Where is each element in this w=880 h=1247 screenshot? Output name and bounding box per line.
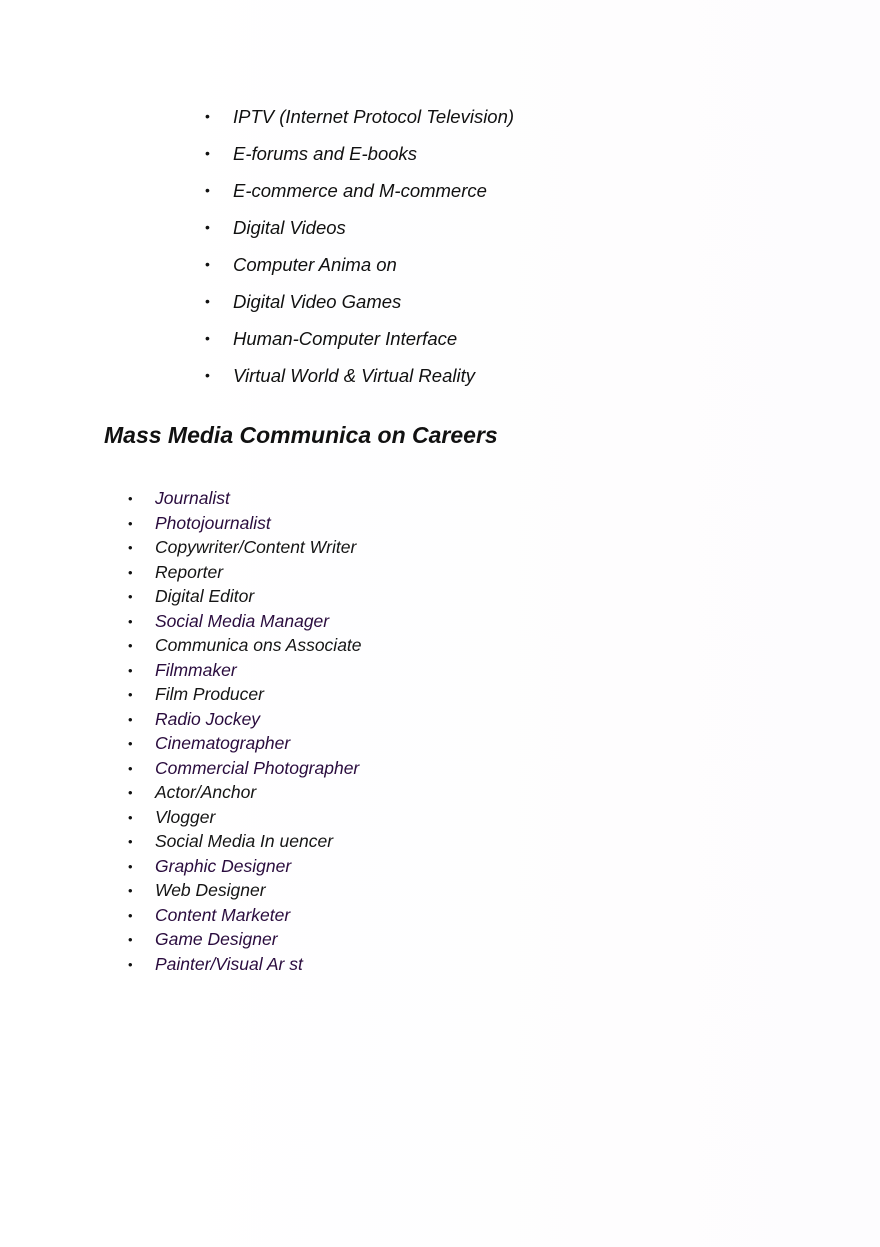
bullet-icon: •: [128, 785, 133, 800]
career-item-text[interactable]: Radio Jockey: [155, 708, 261, 729]
bullet-icon: •: [128, 760, 133, 776]
bullet-icon: •: [128, 613, 133, 629]
bullet-icon: •: [128, 834, 133, 849]
career-item-text: Web Designer: [155, 880, 266, 900]
bullet-icon: •: [128, 907, 133, 923]
list-item-text: Digital Videos: [233, 217, 346, 238]
section-heading: Mass Media Communica on Careers: [104, 422, 498, 448]
list-item-text: Virtual World & Virtual Reality: [233, 365, 475, 386]
bullet-icon: •: [128, 491, 133, 506]
bullet-icon: •: [128, 564, 133, 580]
career-item-text[interactable]: Game Designer: [155, 929, 278, 949]
career-item-text: Actor/Anchor: [155, 782, 257, 802]
list-item-text: E-commerce and M-commerce: [233, 180, 487, 201]
bullet-icon: •: [205, 108, 210, 124]
list-item-text: Computer Anima on: [233, 254, 397, 275]
bullet-icon: •: [128, 515, 133, 531]
career-item-text[interactable]: Photojournalist: [155, 512, 271, 533]
career-item-text: Digital Editor: [155, 586, 255, 606]
list-item-text: Human-Computer Interface: [233, 328, 458, 349]
bullet-icon: •: [128, 687, 133, 702]
bullet-icon: •: [128, 858, 133, 874]
bullet-icon: •: [128, 711, 133, 727]
bullet-icon: •: [128, 956, 133, 972]
bullet-icon: •: [128, 589, 133, 604]
bullet-icon: •: [128, 638, 133, 653]
bullet-icon: •: [205, 256, 210, 272]
career-item-text: Copywriter/Content Writer: [155, 537, 357, 557]
bullet-icon: •: [128, 809, 133, 825]
bullet-icon: •: [205, 330, 210, 346]
bullet-icon: •: [128, 883, 133, 898]
bullet-icon: •: [128, 932, 133, 947]
bullet-icon: •: [205, 219, 210, 235]
career-item-text[interactable]: Commercial Photographer: [155, 757, 360, 778]
career-item-text[interactable]: Cinematographer: [155, 733, 291, 753]
list-item-text: Digital Video Games: [233, 291, 402, 312]
bullet-icon: •: [128, 736, 133, 751]
career-item-text[interactable]: Content Marketer: [155, 904, 291, 925]
list-item-text: IPTV (Internet Protocol Television): [233, 106, 515, 127]
career-item-text: Film Producer: [155, 684, 264, 704]
career-item-text[interactable]: Social Media Manager: [155, 610, 330, 631]
career-item-text: Social Media In uencer: [155, 831, 334, 851]
bullet-icon: •: [128, 540, 133, 555]
bullet-icon: •: [205, 293, 210, 309]
career-item-text[interactable]: Journalist: [155, 488, 230, 508]
bullet-icon: •: [205, 367, 210, 383]
list-item-text: E-forums and E-books: [233, 143, 418, 164]
bullet-icon: •: [205, 182, 210, 198]
career-item-text: Vlogger: [155, 806, 216, 827]
career-item-text: Communica ons Associate: [155, 635, 362, 655]
career-item-text[interactable]: Filmmaker: [155, 659, 237, 680]
career-item-text[interactable]: Graphic Designer: [155, 855, 292, 876]
career-item-text: Reporter: [155, 561, 224, 582]
career-item-text[interactable]: Painter/Visual Ar st: [155, 953, 303, 974]
bullet-icon: •: [128, 662, 133, 678]
bullet-icon: •: [205, 145, 210, 161]
